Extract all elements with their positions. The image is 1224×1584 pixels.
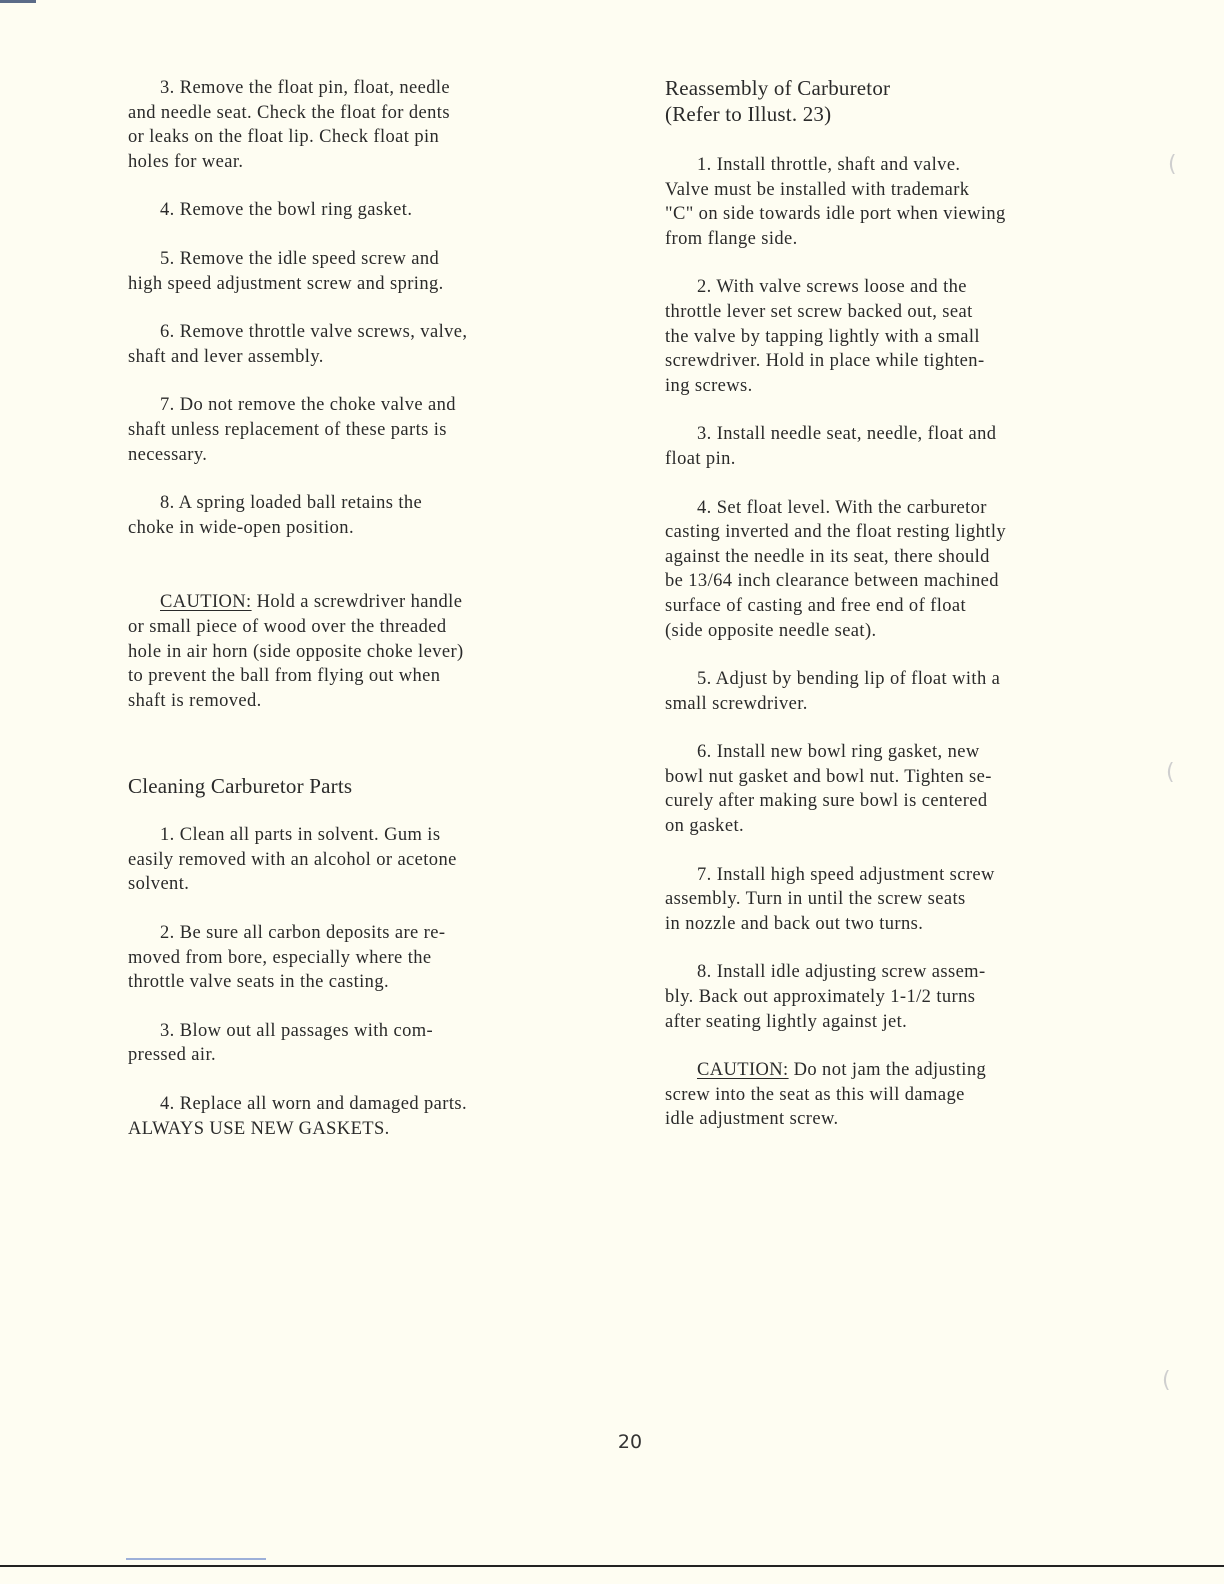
step-line: 6. Install new bowl ring gasket, new (697, 742, 980, 763)
bottom-blue-line (126, 1558, 266, 1560)
step-line: 8. A spring loaded ball retains the (160, 493, 423, 514)
cleaning-heading: Cleaning Carburetor Parts (128, 774, 353, 799)
bottom-rule (0, 1565, 1224, 1567)
step-line: ing screws. (665, 375, 753, 396)
step-paragraph (128, 198, 604, 223)
caution-label: CAUTION: (160, 592, 252, 613)
step-line: shaft and lever assembly. (128, 346, 324, 367)
caution-label: CAUTION: (697, 1060, 789, 1081)
step-line: 4. Remove the bowl ring gasket. (160, 200, 413, 221)
step-line: 6. Remove throttle valve screws, valve, (160, 322, 468, 343)
step-line: throttle lever set screw backed out, seat (665, 301, 973, 322)
caution-first-line (128, 590, 604, 615)
caution-first-line (665, 1058, 1143, 1083)
step-line: float pin. (665, 448, 736, 469)
left-column (128, 76, 604, 1165)
step-line: in nozzle and back out two turns. (665, 913, 924, 934)
caution-line: shaft is removed. (128, 690, 262, 711)
step-line: after seating lightly against jet. (665, 1011, 908, 1032)
step-paragraph (128, 76, 604, 174)
reassembly-heading-line2: (Refer to Illust. 23) (665, 102, 832, 126)
step-paragraph (128, 1019, 604, 1068)
step-line: holes for wear. (128, 151, 244, 172)
step-line: screwdriver. Hold in place while tighten- (665, 351, 985, 372)
step-line: 2. With valve screws loose and the (697, 277, 967, 298)
step-line: pressed air. (128, 1045, 217, 1066)
step-line: casting inverted and the float resting lightly (665, 522, 1007, 543)
cleaning-steps (128, 823, 604, 1141)
step-line: the valve by tapping lightly with a small (665, 326, 980, 347)
step-line: throttle valve seats in the casting. (128, 972, 389, 993)
step-line: (side opposite needle seat). (665, 620, 877, 641)
step-paragraph (665, 422, 1143, 471)
reassembly-heading-line1: Reassembly of Carburetor (665, 76, 891, 100)
reassembly-heading (665, 75, 1143, 127)
step-line: 1. Install throttle, shaft and valve. (697, 155, 961, 175)
step-line: "C" on side towards idle port when viewing (665, 204, 1006, 225)
step-line: 3. Install needle seat, needle, float and (697, 424, 997, 445)
caution-block-left (128, 590, 604, 713)
step-line: 7. Do not remove the choke valve and (160, 395, 456, 416)
step-line: assembly. Turn in until the screw seats (665, 889, 966, 910)
step-line: 5. Adjust by bending lip of float with a (697, 669, 1001, 690)
caution-block-right (665, 1058, 1143, 1132)
step-line: 7. Install high speed adjustment screw (697, 864, 995, 885)
edge-mark (0, 0, 36, 3)
disassembly-steps (128, 76, 604, 540)
caution-first-rest: Hold a screwdriver handle (251, 592, 463, 613)
step-line: or leaks on the float lip. Check float pin (128, 127, 440, 148)
step-paragraph (128, 823, 604, 897)
step-paragraph (665, 275, 1143, 398)
step-line: bly. Back out approximately 1-1/2 turns (665, 987, 976, 1008)
step-line: surface of casting and free end of float (665, 595, 967, 616)
step-line: necessary. (128, 444, 208, 465)
step-line: curely after making sure bowl is centered (665, 791, 988, 812)
step-paragraph (665, 740, 1143, 838)
step-line: 3. Remove the float pin, float, needle (160, 78, 451, 98)
step-paragraph (128, 491, 604, 540)
step-paragraph (128, 320, 604, 369)
step-line: Valve must be installed with trademark (665, 179, 970, 200)
caution-line: hole in air horn (side opposite choke lever) (128, 641, 464, 662)
caution-line: screw into the seat as this will damage (665, 1084, 965, 1105)
caution-line: idle adjustment screw. (665, 1109, 839, 1130)
right-column (665, 75, 1143, 1156)
step-paragraph (128, 1092, 604, 1141)
step-line: 5. Remove the idle speed screw and (160, 248, 440, 269)
scan-mark: ( (1166, 760, 1175, 785)
step-paragraph (128, 247, 604, 296)
step-line: 8. Install idle adjusting screw assem- (697, 962, 986, 983)
step-line: 4. Set float level. With the carburetor (697, 497, 987, 518)
step-line: shaft unless replacement of these parts is (128, 419, 447, 440)
step-line: and needle seat. Check the float for dents (128, 102, 450, 123)
step-line: high speed adjustment screw and spring. (128, 273, 444, 294)
step-line: bowl nut gasket and bowl nut. Tighten se- (665, 766, 992, 787)
step-paragraph (665, 496, 1143, 644)
step-line: 4. Replace all worn and damaged parts. (160, 1094, 467, 1115)
step-line: choke in wide-open position. (128, 517, 354, 538)
step-line: be 13/64 inch clearance between machined (665, 571, 999, 592)
step-paragraph (665, 667, 1143, 716)
step-line: against the needle in its seat, there should (665, 546, 990, 567)
step-line: from flange side. (665, 228, 798, 249)
step-line: 3. Blow out all passages with com- (160, 1020, 434, 1041)
step-line: easily removed with an alcohol or acetone (128, 849, 457, 870)
caution-line: to prevent the ball from flying out when (128, 666, 441, 687)
step-line: solvent. (128, 874, 190, 895)
step-paragraph (128, 393, 604, 467)
caution-line: or small piece of wood over the threaded (128, 616, 447, 637)
scan-mark: ( (1168, 152, 1177, 177)
step-paragraph (665, 960, 1143, 1034)
reassembly-steps (665, 153, 1143, 1034)
step-paragraph (128, 921, 604, 995)
step-line: small screwdriver. (665, 693, 808, 714)
step-paragraph (665, 153, 1143, 251)
scan-mark: ( (1162, 1368, 1171, 1393)
step-line: 1. Clean all parts in solvent. Gum is (160, 825, 441, 846)
step-line: 2. Be sure all carbon deposits are re- (160, 923, 446, 944)
caution-first-rest: Do not jam the adjusting (788, 1060, 987, 1081)
step-line: moved from bore, especially where the (128, 947, 432, 968)
step-line: ALWAYS USE NEW GASKETS. (128, 1118, 390, 1139)
step-paragraph (665, 863, 1143, 937)
page-number: 20 (617, 1431, 643, 1453)
step-line: on gasket. (665, 816, 745, 837)
